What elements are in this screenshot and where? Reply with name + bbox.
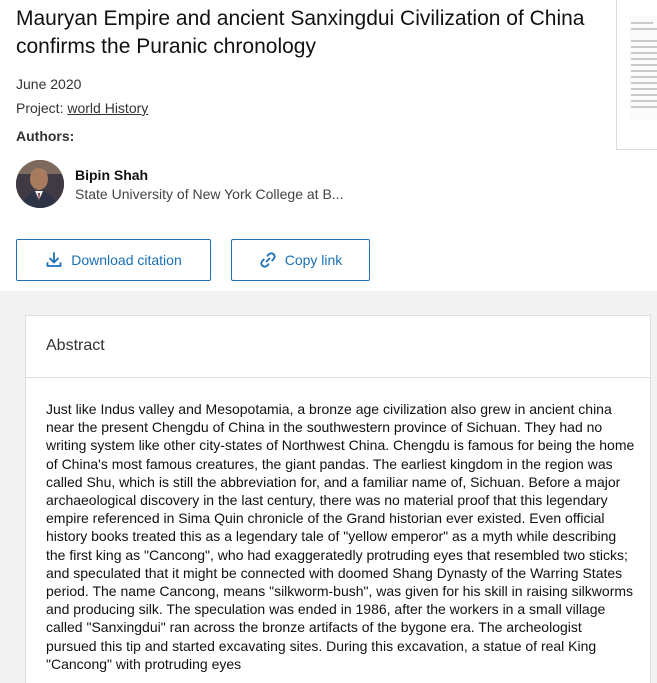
download-citation-label: Download citation: [71, 252, 182, 268]
author-name[interactable]: Bipin Shah: [75, 167, 149, 183]
publication-date: June 2020: [16, 76, 82, 92]
avatar[interactable]: [16, 160, 64, 208]
preview-page: [629, 16, 657, 120]
preview-line: [631, 82, 657, 84]
preview-line: [631, 76, 657, 78]
preview-line: [631, 52, 657, 54]
preview-line: [631, 58, 657, 60]
link-icon: [259, 251, 277, 269]
publication-header: [0, 0, 657, 291]
preview-line: [631, 100, 657, 102]
author-affiliation[interactable]: State University of New York College at B...: [75, 186, 344, 202]
authors-heading: Authors:: [16, 128, 75, 144]
project-line: [16, 100, 148, 116]
preview-line: [631, 28, 657, 30]
preview-line: [631, 64, 657, 66]
abstract-card-header: [26, 316, 650, 378]
download-icon: [45, 251, 63, 269]
download-citation-button[interactable]: [16, 239, 211, 281]
preview-line: [631, 22, 653, 24]
copy-link-label: Copy link: [284, 252, 343, 268]
abstract-card: [25, 315, 651, 683]
page-title: Mauryan Empire and ancient Sanxingdui Civilization of China confirms the Puranic chronology: [16, 7, 585, 58]
copy-link-button[interactable]: [231, 239, 370, 281]
preview-line: [631, 46, 657, 48]
preview-line: [631, 94, 657, 96]
project-label: Project:: [16, 100, 64, 116]
preview-line: [631, 70, 657, 72]
preview-line: [631, 88, 657, 90]
abstract-text: Just like Indus valley and Mesopotamia, a bronze age civilization also grew in ancient china near the present Chengdu of China in the southwestern province of Sichuan. They had no writing system like other city-states of Northwest China. Chengdu is famous for being the home of China's most famous creatures, the giant pandas. The earliest kingdom in the region was called Shu, which is still the abbreviation for, and a familiar name of, Sichuan. Before a major archaeological discovery in the last century, there was no material proof that this legendary empire referenced in Sima Quin chronicle of the Grand historian ever existed. Even official history books treated this as a legendary tale of "yellow emperor" as a myth while describing the first king as "Cancong", who had exaggeratedly protruding eyes that resembled two sticks; and speculated that it might be connected with doomed Shang Dynasty of the Warring States period. The name Cancong, means "silkworm-bush", was given for his skill in raising silkworms and producing silk. The speculation was ended in 1986, after the workers in a small village called "Sanxingdui" ran across the bronze artifacts of the bygone era. The archeologist pursued this tip and started excavating sites. During this excavation, a statue of real King "Cancong" with protruding eyes: [46, 401, 635, 672]
project-link[interactable]: world History: [67, 100, 149, 116]
abstract-heading: Abstract: [46, 337, 105, 354]
preview-line: [631, 106, 657, 108]
pdf-preview-thumbnail[interactable]: [616, 0, 657, 150]
author-avatar-icon: [16, 160, 64, 208]
preview-line: [631, 40, 657, 42]
